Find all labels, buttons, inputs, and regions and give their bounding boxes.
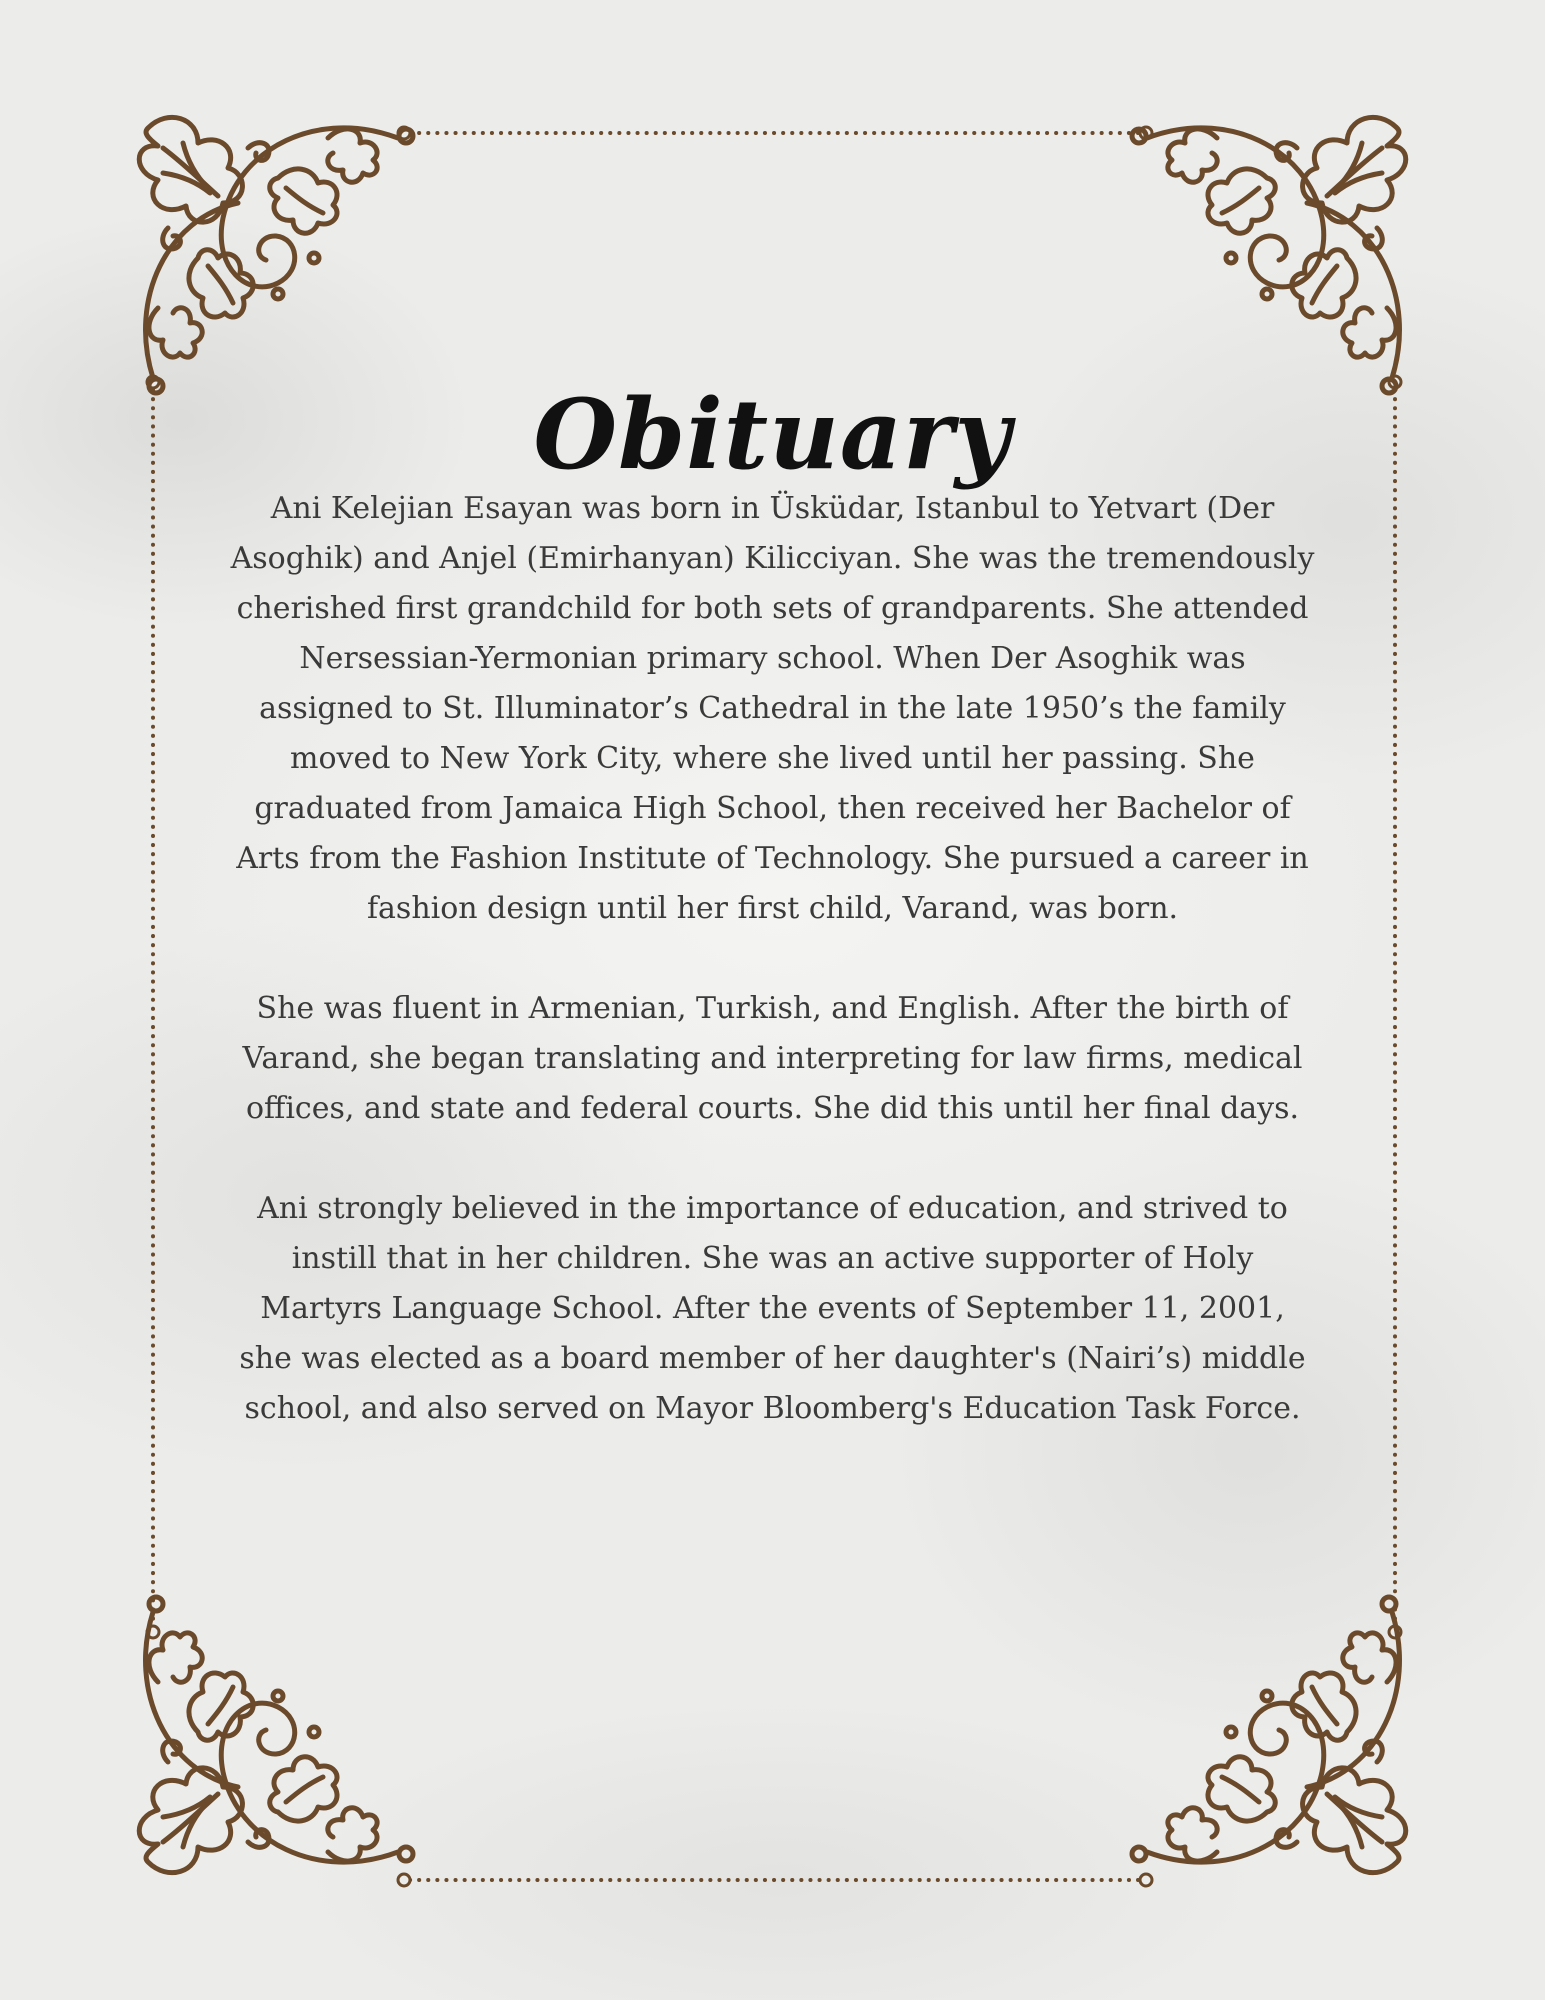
floral-corner-ornament-icon (128, 108, 418, 398)
paragraph-education: Ani strongly believed in the importance of education, and strived to instill that in her children. She was an active supporter of Holy Martyrs Language School. After the events of September 11, 2001, she was elected as a board member of her daughter's (Nairi’s) middle school, and also served on Mayor Bloomberg's Education Task Force. (239, 1191, 1306, 1426)
floral-corner-ornament-icon (128, 1592, 418, 1882)
floral-corner-ornament-icon (1127, 108, 1417, 398)
paragraph-early-life: Ani Kelejian Esayan was born in Üsküdar, Istanbul to Yetvart (Der Asoghik) and Anjel (Emirhanyan) Kilicciyan. She was the tremendously cherished first grandchild for both sets of grandparents. She attended Nersessian-Yermonian primary school. When Der Asoghik was assigned to St. Illuminator’s Cathedral in the late 1950’s the family moved to New York City, where she lived until her passing. She graduated from Jamaica High School, then received her Bachelor of Arts from the Fashion Institute of Technology. She pursued a career in fashion design until her first child, Varand, was born. (230, 491, 1315, 926)
obituary-body (230, 484, 1315, 1484)
floral-corner-ornament-icon (1127, 1592, 1417, 1882)
paragraph-languages: She was fluent in Armenian, Turkish, and English. After the birth of Varand, she began translating and interpreting for law firms, medical offices, and state and federal courts. She did this until her final days. (242, 991, 1303, 1126)
page-title: Obituary (533, 378, 1012, 492)
